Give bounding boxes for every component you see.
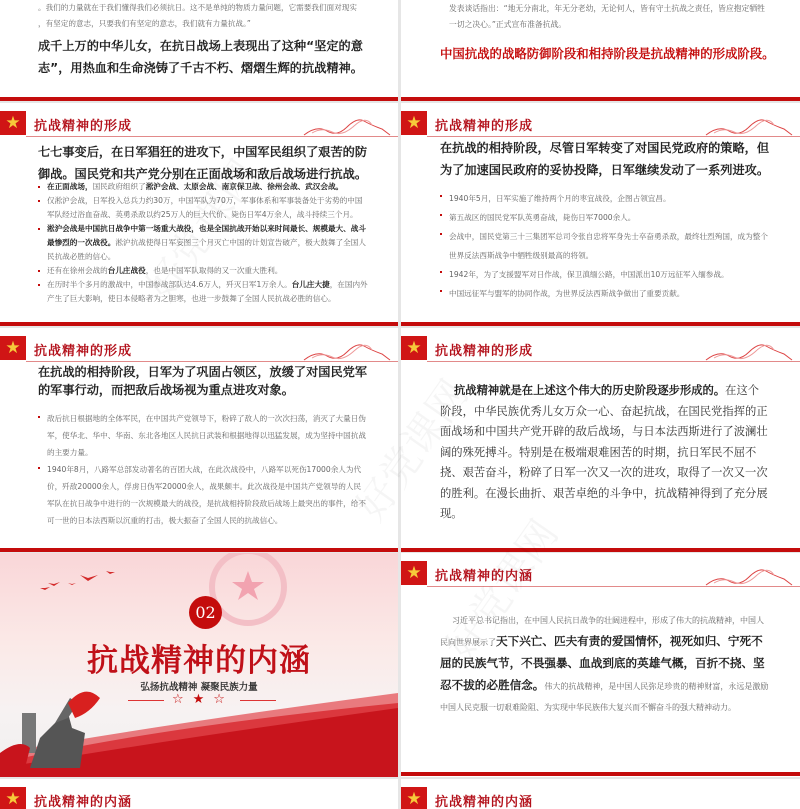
section-number-badge: 02 bbox=[189, 596, 222, 629]
lead-text: 在抗战的相持阶段，日军为了巩固占领区，放缓了对国民党军的军事行动，而把敌后战场视为重点进攻对象。 bbox=[38, 365, 368, 397]
lead-text: 七七事变后，在日军猖狂的进攻下，中国军民组织了艰苦的防御战。国民党和共产党分别在正面战场和敌后战场进行抗战。 bbox=[38, 145, 368, 181]
slide-8 bbox=[401, 553, 800, 777]
bullet-text: 在历时半个多月的激战中，中国参战部队达4.6万人，歼灭日军1万余人。 bbox=[47, 280, 292, 289]
slide-1 bbox=[0, 0, 398, 101]
slide-header bbox=[0, 336, 398, 362]
great-wall-ornament-icon bbox=[302, 336, 392, 364]
bullet-item: 中国远征军与盟军的协同作战，为世界反法西斯战争做出了重要贡献。 bbox=[440, 284, 770, 303]
bottom-bar bbox=[401, 97, 800, 101]
quote-line: ，有坚定的意志，只要我们有坚定的意志，我们就有力量抗战。” bbox=[38, 19, 251, 28]
slide-4 bbox=[401, 103, 800, 326]
star-icon: ★ bbox=[0, 787, 26, 809]
great-wall-ornament-icon bbox=[302, 111, 392, 139]
star-icon: ★ bbox=[401, 111, 427, 135]
bullet-item bbox=[38, 194, 368, 222]
slide-title: 抗战精神的形成 bbox=[34, 119, 133, 134]
birds-icon bbox=[40, 571, 115, 590]
bold-text: 抗战精神就是在上述这个伟大的历史阶段逐步形成的。 bbox=[454, 384, 726, 397]
stars-icon: ☆★☆ bbox=[172, 692, 234, 707]
section-title: 抗战精神的内涵 bbox=[87, 643, 311, 679]
star-icon: ★ bbox=[0, 336, 26, 360]
bottom-bar bbox=[401, 548, 800, 552]
slide-title: 抗战精神的内涵 bbox=[435, 569, 534, 584]
bullet-text: 淞沪抗战使得日军妄图三个月灭亡中国的计划宣告破产，极大鼓舞了全国人民抗战必胜的信心。 bbox=[47, 238, 366, 261]
divider-left bbox=[128, 700, 164, 701]
bullet-item bbox=[38, 222, 368, 264]
slide-header bbox=[401, 561, 800, 587]
lead-text: 在抗战的相持阶段，尽管日军转变了对国民党政府的策略，但为了加速国民政府的妥协投降，日军继续发动了一系列进攻。 bbox=[440, 141, 770, 177]
bottom-bar bbox=[401, 772, 800, 776]
slide-7-section-cover bbox=[0, 553, 398, 777]
bullet-item bbox=[38, 264, 368, 278]
quote-text bbox=[38, 0, 378, 32]
slide-header bbox=[401, 111, 800, 137]
bullet-item bbox=[38, 278, 368, 306]
slide-3 bbox=[0, 103, 398, 326]
bullet-text: ，也是中国军队取得的又一次重大胜利。 bbox=[145, 266, 283, 275]
body-paragraph bbox=[440, 381, 770, 525]
body-text bbox=[449, 1, 780, 33]
slide-2 bbox=[401, 0, 800, 101]
bold-text: 淞沪会战、太原会战、南京保卫战、徐州会战、武汉会战。 bbox=[145, 182, 344, 191]
slide-header bbox=[401, 787, 800, 809]
bullet-item: 会战中，国民党第三十三集团军总司令张自忠将军身先士卒奋勇杀敌，最终壮烈殉国，成为整个世界反法西斯战争中牺牲级别最高的将领。 bbox=[440, 227, 770, 265]
bottom-bar bbox=[0, 322, 398, 326]
slide-6 bbox=[401, 328, 800, 552]
bullet-text: ，在国内外产生了巨大影响，使日本侵略者为之胆寒，也进一步鼓舞了全国人民抗战必胜的信心。 bbox=[47, 280, 368, 303]
slide-header bbox=[0, 787, 398, 809]
bullet-list bbox=[38, 410, 368, 529]
section-subtitle: 弘扬抗战精神 凝聚民族力量 bbox=[140, 682, 258, 693]
slide-title: 抗战精神的形成 bbox=[34, 344, 133, 359]
bullet-item: 1942年，为了支援盟军对日作战，保卫滇缅公路，中国派出10万远征军入缅参战。 bbox=[440, 265, 770, 284]
bullet-list bbox=[440, 189, 770, 303]
bold-text: 台儿庄战役 bbox=[107, 266, 146, 275]
slide-title: 抗战精神的形成 bbox=[435, 344, 534, 359]
star-icon: ★ bbox=[0, 111, 26, 135]
slide-title: 抗战精神的内涵 bbox=[435, 795, 534, 809]
text-line: 一切之决心。”正式宣布准备抗战。 bbox=[449, 20, 567, 29]
bullet-item: 1940年8月，八路军总部发动著名的百团大战，在此次战役中，八路军以死伤17000余人为代价，歼敌20000余人，俘虏日伪军20000余人，战果颇丰。此次战役是中国共产党领导的人民军队在抗日战争中进行的一次规模最大的战役，是抗战相持阶段敌后战场上最突出的事件，给不可一世的日本法西斯以沉重的打击，极大振奋了全国人民的抗战信心。 bbox=[38, 461, 368, 529]
emblem-star-icon bbox=[232, 571, 264, 600]
star-icon: ★ bbox=[401, 561, 427, 585]
bullet-text: 仅淞沪会战，日军投入总兵力约30万，中国军队为70万，军事体系和军事装备处于劣势的中国军队经过浴血奋战、英勇杀敌以约25万人的巨大代价、毙伤日军4万余人，战斗持续三个月。 bbox=[47, 196, 363, 219]
slide-header bbox=[0, 111, 398, 137]
highlight-text: 中国抗战的战略防御阶段和相持阶段是抗战精神的形成阶段。 bbox=[440, 46, 775, 61]
bullet-item: 第五战区的国民党军队英勇奋战，毙伤日军7000余人。 bbox=[440, 208, 770, 227]
bottom-bar bbox=[401, 322, 800, 326]
great-wall-ornament-icon bbox=[704, 336, 794, 364]
text-line: 发表谈话指出：“地无分南北，年无分老幼，无论何人，皆有守土抗战之责任，皆应抱定牺牲 bbox=[449, 4, 765, 13]
slide-10 bbox=[401, 779, 800, 809]
slide-header bbox=[401, 336, 800, 362]
body-text: 伟大的抗战精神，是中国人民弥足珍贵的精神财富，永远是激励中国人民克服一切艰难险阻、为实现中华民族伟大复兴而不懈奋斗的强大精神动力。 bbox=[440, 682, 769, 712]
bullet-item: 敌后抗日根据地的全体军民，在中国共产党领导下，粉碎了敌人的一次次扫荡，消灭了大量日伪军，使华北、华中、华南、东北各地区人民抗日武装和根据地得以迅猛发展，成为坚持中国抗战的主要力量。 bbox=[38, 410, 368, 461]
bold-text: 台儿庄大捷 bbox=[291, 280, 330, 289]
lead-text: 成千上万的中华儿女，在抗日战场上表现出了这种“坚定的意志”，用热血和生命浇铸了千古不朽、熠熠生辉的抗战精神。 bbox=[38, 39, 363, 75]
bullet-item: 1940年5月，日军实施了维持两个月的枣宜战役，企图占领宜昌。 bbox=[440, 189, 770, 208]
slide-9 bbox=[0, 779, 398, 809]
bold-text: 天下兴亡、匹夫有责的爱国情怀，视死如归、宁死不屈的民族气节，不畏强暴、血战到底的英雄气概，百折不挠、坚忍不拔的必胜信念。 bbox=[440, 634, 765, 692]
bullet-list bbox=[38, 180, 368, 306]
slide-title: 抗战精神的内涵 bbox=[34, 795, 133, 809]
slide-title: 抗战精神的形成 bbox=[435, 119, 534, 134]
slide-5 bbox=[0, 328, 398, 552]
bottom-bar bbox=[0, 548, 398, 552]
bottom-bar bbox=[0, 97, 398, 101]
great-wall-ornament-icon bbox=[704, 561, 794, 589]
star-icon: ★ bbox=[401, 787, 427, 809]
quote-line: 。我们的力量就在于我们懂得我们必须抗日。这不是单纯的物质力量问题，它需要我们面对现实 bbox=[38, 3, 357, 12]
bullet-text: 国民政府组织了 bbox=[92, 182, 146, 191]
body-paragraph bbox=[440, 610, 770, 718]
bullet-text: 还有在徐州会战的 bbox=[47, 266, 108, 275]
body-text: 在这个阶段，中华民族优秀儿女万众一心、奋起抗战，在国民党指挥的正面战场和中国共产党开辟的敌后战场，与日本法西斯进行了波澜壮阔的殊死搏斗。特别是在极端艰难困苦的时期，抗日军民不屈不挠、艰苦奋斗，粉碎了日军一次又一次的进攻，取得了一次又一次的胜利。在漫长曲折、艰苦卓绝的斗争中，抗战精神得到了充分展现。 bbox=[440, 384, 768, 520]
body-text: 习近平总书记指出，在中国人民抗日战争的壮阔进程中，形成了伟大的抗战精神，中国人民向世界展示了 bbox=[440, 616, 764, 647]
bold-text: 在正面战场， bbox=[47, 182, 93, 191]
bullet-item bbox=[38, 180, 368, 194]
star-icon: ★ bbox=[401, 336, 427, 360]
bold-text: 淞沪会战是中国抗日战争中第一场重大战役，也是全国抗战开始以来时间最长、规模最大、战斗最惨烈的一次战役。 bbox=[47, 224, 366, 247]
divider-right bbox=[240, 700, 276, 701]
great-wall-ornament-icon bbox=[704, 111, 794, 139]
